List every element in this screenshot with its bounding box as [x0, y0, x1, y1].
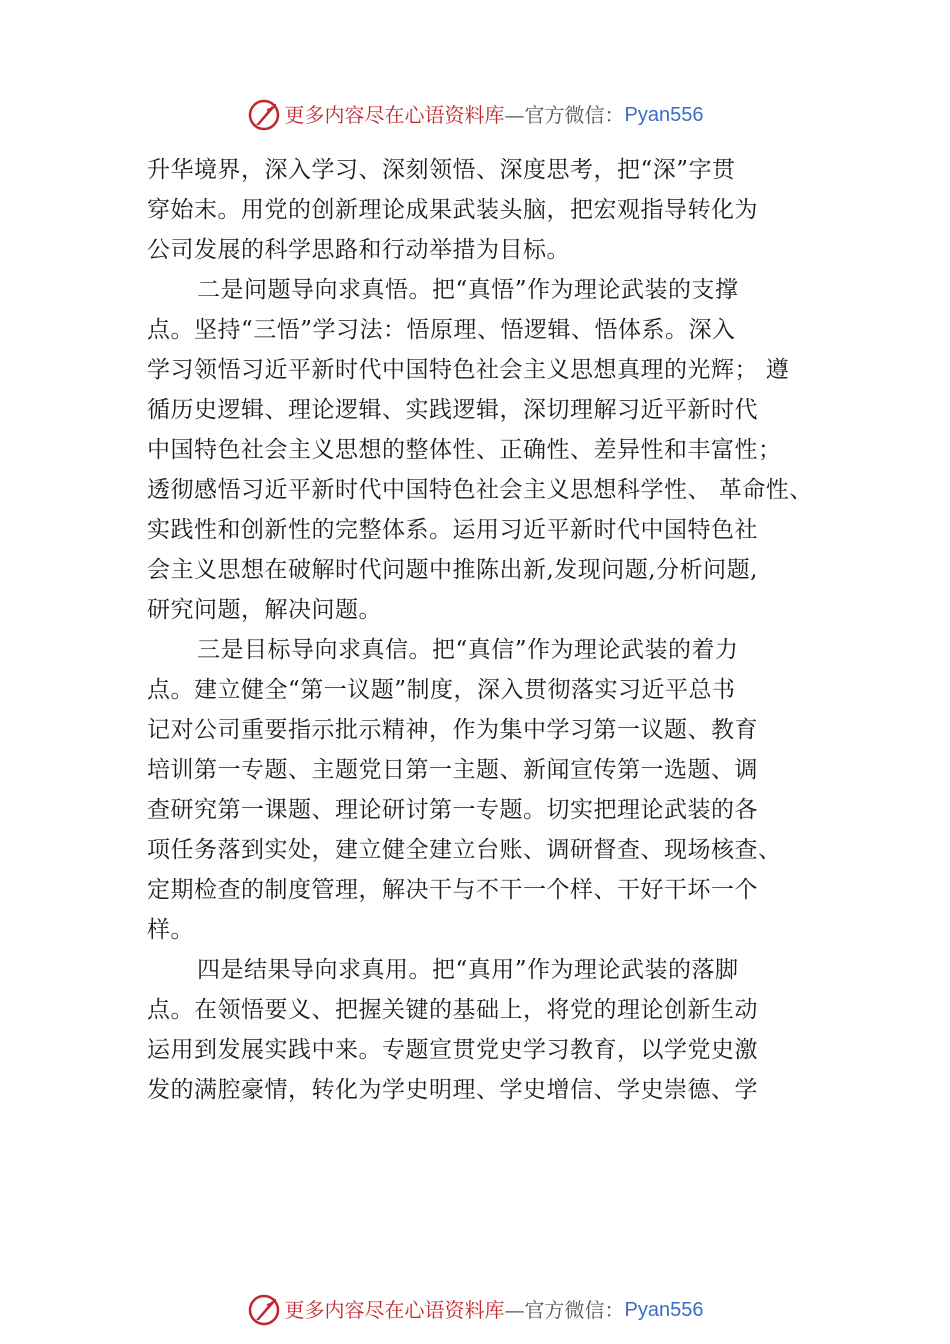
wechat-id: Pyan556: [624, 104, 704, 126]
text-line: 样。: [147, 917, 194, 943]
text-line: 记对公司重要指示批示精神，作为集中学习第一议题、教育: [147, 717, 758, 743]
text-line: 点。在领悟要义、把握关键的基础上，将党的理论创新生动: [147, 997, 758, 1023]
text-line: 中国特色社会主义思想的整体性、正确性、差异性和丰富性；: [147, 437, 782, 463]
text-line: 三是目标导向求真信。把“真信”作为理论武装的着力: [197, 637, 739, 663]
text-line: 循历史逻辑、理论逻辑、实践逻辑，深切理解习近平新时代: [147, 397, 758, 423]
text-line: 会主义思想在破解时代问题中推陈出新,发现问题,分析问题,: [147, 557, 758, 583]
text-line: 实践性和创新性的完整体系。运用习近平新时代中国特色社: [147, 517, 758, 543]
text-line: 升华境界，深入学习、深刻领悟、深度思考，把“深”字贯: [147, 157, 736, 183]
text-line: 研究问题，解决问题。: [147, 597, 382, 623]
document-body: [147, 150, 847, 1110]
text-line: 公司发展的科学思路和行动举措为目标。: [147, 237, 570, 263]
text-line: 二是问题导向求真悟。把“真悟”作为理论武装的支撑: [197, 277, 739, 303]
text-line: 运用到发展实践中来。专题宣贯党史学习教育，以学党史激: [147, 1037, 758, 1063]
text-line: 四是结果导向求真用。把“真用”作为理论武装的落脚: [197, 957, 739, 983]
footer-watermark: [0, 1293, 950, 1327]
text-line: 培训第一专题、主题党日第一主题、新闻宣传第一选题、调: [147, 757, 758, 783]
separator: —: [504, 1298, 525, 1322]
text-line: 项任务落到实处，建立健全建立台账、调研督查、现场核查、: [147, 837, 782, 863]
wechat-label: 官方微信：: [524, 103, 625, 127]
text-line: 点。坚持“三悟”学习法：悟原理、悟逻辑、悟体系。深入: [147, 317, 736, 343]
header-watermark: [0, 98, 950, 132]
text-line: 学习领悟习近平新时代中国特色社会主义思想真理的光辉； 遵: [147, 357, 790, 383]
text-line: 发的满腔豪情，转化为学史明理、学史增信、学史崇德、学: [147, 1077, 758, 1103]
wechat-label: 官方微信：: [524, 1298, 625, 1322]
text-line: 定期检查的制度管理，解决干与不干一个样、干好干坏一个: [147, 877, 758, 903]
text-line: 透彻感悟习近平新时代中国特色社会主义思想科学性、 革命性、: [147, 477, 813, 503]
brand-text: 更多内容尽在心语资料库: [284, 1298, 505, 1322]
text-line: 查研究第一课题、理论研讨第一专题。切实把理论武装的各: [147, 797, 758, 823]
quill-logo-icon: [247, 98, 281, 132]
text-line: 穿始末。用党的创新理论成果武装头脑，把宏观指导转化为: [147, 197, 758, 223]
text-line: 点。建立健全“第一议题”制度，深入贯彻落实习近平总书: [147, 677, 736, 703]
wechat-id: Pyan556: [624, 1299, 704, 1321]
separator: —: [504, 103, 525, 127]
brand-text: 更多内容尽在心语资料库: [284, 103, 505, 127]
quill-logo-icon: [247, 1293, 281, 1327]
